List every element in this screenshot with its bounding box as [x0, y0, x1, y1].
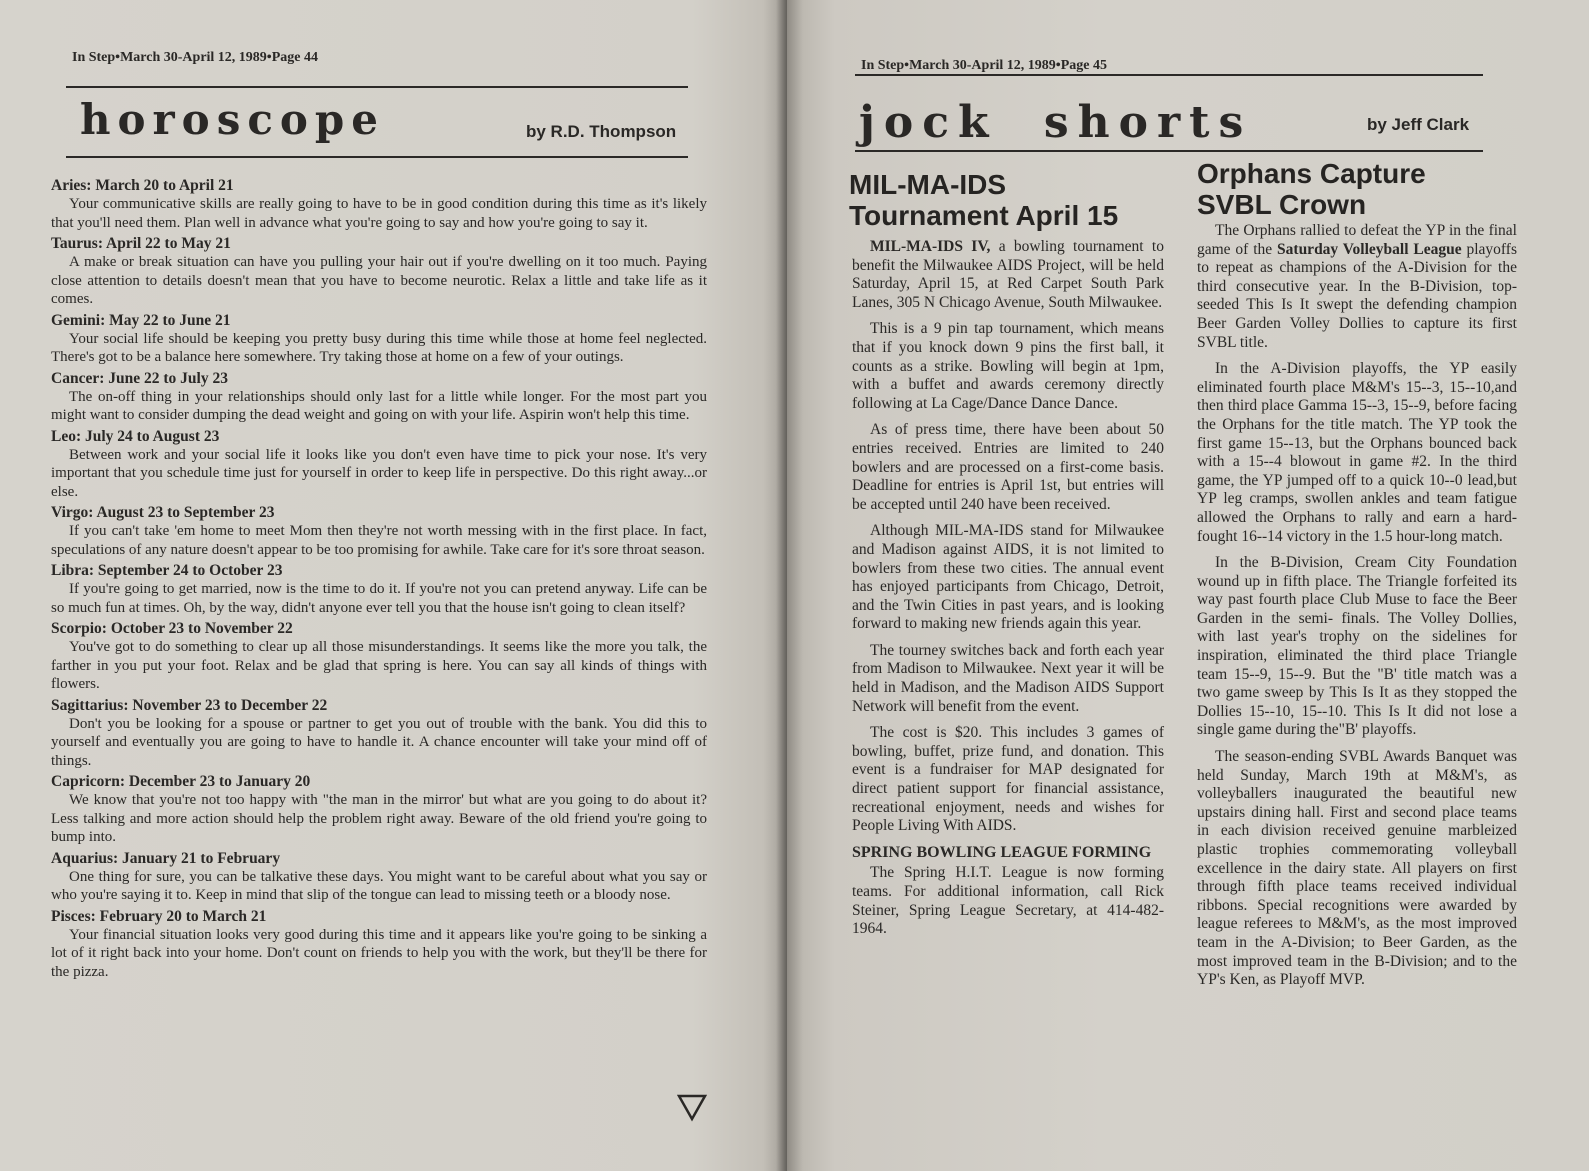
headline-line-2: Tournament April 15: [849, 199, 1119, 231]
masthead-bottom-rule: [855, 150, 1483, 152]
article1-headline: [849, 170, 1118, 232]
sign-text: Your financial situation looks very good during this time and it appears like you're going to be sinking a lot of it right back into your home. Don't count on friends to help you with the work, but they'll be there for the pizza.: [51, 926, 707, 980]
sign-heading: Leo: July 24 to August 23: [51, 427, 220, 445]
horoscope-entry: [51, 311, 707, 367]
sign-heading: Cancer: June 22 to July 23: [51, 369, 228, 387]
sign-heading: Libra: September 24 to October 23: [51, 562, 283, 579]
horoscope-entry: [51, 427, 707, 502]
sign-text: We know that you're not too happy with "the man in the mirror' but what are you going to do about it? Less talking and more action should help the problem right away. Beware of the old friend you're going to bump into.: [51, 792, 707, 845]
paragraph: The season-ending SVBL Awards Banquet was held Sunday, March 19th at M&M's, as volleyballers inaugurated the beautiful new upstairs dining hall. First and second place teams in each division received genuine marbleized plastic trophies commemorating volleyball excellence in the dairy state. All players on first through fifth place teams received individual ribbons. Special recognitions were awarded by league referees to M&M's, as the most improved team in the A-Division; to Beer Garden, as the most improved team in the B-Division; and to the YP's Ken, as Playoff MVP.: [1197, 748, 1517, 989]
horoscope-entry: [51, 176, 707, 232]
horoscope-entry: [51, 561, 707, 617]
sign-text: Your social life should be keeping you pretty busy during this time while those at home feel neglected. There's got to be a balance here somewhere. Try taking those at home on a few of your outings.: [51, 330, 707, 365]
horoscope-entry: [51, 907, 707, 982]
sign-text: You've got to do something to clear up all those misunderstandings. It seems like the more you talk, the farther in you put your foot. Relax and be glad that spring is here. You can say all kinds of things with flowers.: [51, 639, 707, 692]
paragraph: Although MIL-MA-IDS stand for Milwaukee and Madison against AIDS, it is not limited to bowlers from these two cities. The annual event has enjoyed participants from Chicago, Detroit, and the Twin Cities in past years, and is looking forward to making new friends again this year.: [852, 522, 1164, 633]
paragraph: The Spring H.I.T. League is now forming teams. For additional information, call Rick Steiner, Spring League Secretary, at 414-482- 1964.: [852, 864, 1164, 938]
paragraph: The Orphans rallied to defeat the YP in the final game of the Saturday Volleyball League playoffs to repeat as champions of the A-Division for the third consecutive year. In the B-Division, top-seeded This Is It swept the defending champion Beer Garden Volley Dollies to capture its first SVBL title.: [1197, 222, 1517, 351]
sign-heading: Virgo: August 23 to September 23: [51, 504, 275, 521]
running-head: In Step•March 30-April 12, 1989•Page 45: [861, 58, 1107, 73]
sign-heading: Sagittarius: November 23 to December 22: [51, 696, 328, 714]
sign-text: One thing for sure, you can be talkative these days. You might want to be careful about what you say or who you're saying it to. Keep in mind that slip of the tongue can lead to missing teeth or a bloody nose.: [51, 868, 707, 903]
right-page: [787, 0, 1589, 1171]
horoscope-entry: [51, 849, 707, 905]
sign-heading: Capricorn: December 23 to January 20: [51, 773, 311, 790]
sign-text: A make or break situation can have you pulling your hair out if you're dwelling on it too much. Paying close attention to details doesn't mean that you have to become neurotic. Relax a little and take life as it comes.: [51, 254, 707, 307]
subhead: SPRING BOWLING LEAGUE FORMING: [852, 843, 1152, 861]
jock-shorts-masthead: jock shorts: [859, 97, 1253, 148]
masthead-top-rule: [66, 86, 688, 88]
sign-heading: Taurus: April 22 to May 21: [51, 235, 231, 252]
paragraph: The tourney switches back and forth each year from Madison to Milwaukee. Next year it will be held in Madison, and the Madison AIDS Support Network will benefit from the event.: [852, 641, 1164, 715]
horoscope-entry: [51, 369, 707, 425]
byline: by Jeff Clark: [1367, 115, 1470, 134]
left-page: [0, 0, 787, 1171]
sign-text: If you can't take 'em home to meet Mom then they're not worth messing with in the first place. In fact, speculations of any nature doesn't appear to be too promising for awhile. Take care for it's sore throat season.: [51, 523, 707, 558]
byline: by R.D. Thompson: [526, 122, 677, 141]
running-head: In Step•March 30-April 12, 1989•Page 44: [72, 50, 318, 65]
paragraph: As of press time, there have been about 50 entries received. Entries are limited to 240 bowlers and are processed on a first-come basis. Deadline for entries is April 1st, but entries will be accepted until 240 have been received.: [852, 421, 1164, 513]
horoscope-entry: [51, 619, 707, 694]
sign-text: If you're going to get married, now is the time to do it. If you're not you can pretend anyway. Life can be so much fun at times. Oh, by the way, didn't anyone ever tell you that the house isn't going to clean itself?: [51, 581, 707, 616]
paragraph: In the A-Division playoffs, the YP easily eliminated fourth place M&M's 15--3, 15--10,and then third place Gamma 15--3, 15--9, before facing the Orphans for the title match. The YP took the first game 15--13, but the Orphans bounced back with a 15--4 blowout in game #2. In the third game, the YP jumped off to a quick 10--0 lead,but YP leg cramps, swollen ankles and team fatigue allowed the Orphans to rally and earn a hard-fought 16--14 victory in the 1.5 hour-long match.: [1197, 360, 1517, 545]
horoscope-entry: [51, 772, 707, 847]
sign-heading: Pisces: February 20 to March 21: [51, 907, 267, 925]
sign-heading: Aries: March 20 to April 21: [51, 177, 234, 194]
paragraph: In the B-Division, Cream City Foundation wound up in fifth place. The Triangle forfeited its way past fourth place Club Muse to face the Beer Garden in the semi- finals. The Volley Dollies, with last year's trophy on the sidelines for inspiration, eliminated the third place Triangle team 15--9, 15--9. But the "B' title match was a two game sweep by This Is It as they stopped the Dollies 15--10, 15--10. This Is It did not lose a single game during the"B' playoffs.: [1197, 554, 1517, 739]
sign-text: Don't you be looking for a spouse or partner to get you out of trouble with the bank. You did this to yourself and eventually you are going to have to handle it. A chance encounter will take your mind off of things.: [51, 715, 707, 769]
article1-body: [852, 238, 1164, 947]
headline-line-1: Orphans Capture: [1197, 158, 1426, 189]
horoscope-list: [51, 176, 707, 983]
paragraph: MIL-MA-IDS IV, a bowling tournament to benefit the Milwaukee AIDS Project, will be held Saturday, April 15, at Red Carpet South Park Lanes, 305 N Chicago Avenue, South Milwaukee.: [852, 238, 1164, 311]
sign-heading: Gemini: May 22 to June 21: [51, 311, 231, 329]
sign-heading: Aquarius: January 21 to February: [51, 849, 281, 867]
sign-heading: Scorpio: October 23 to November 22: [51, 620, 293, 637]
end-of-story-triangle-icon: [677, 1092, 707, 1122]
sign-text: The on-off thing in your relationships should only last for a little while longer. For the most part you might want to consider dumping the dead weight and going on with your life. Aspirin won't help this time.: [51, 388, 707, 423]
headline-line-2: SVBL Crown: [1197, 188, 1367, 220]
headline-line-1: MIL-MA-IDS: [849, 169, 1007, 200]
horoscope-entry: [51, 503, 707, 559]
horoscope-entry: [51, 696, 707, 771]
horoscope-masthead: horoscope: [80, 95, 386, 144]
sign-text: Between work and your social life it looks like you don't even have time to pick your nose. It's very important that you schedule time just for yourself in order to keep life in perspective. Do this right away...or else.: [51, 446, 707, 500]
masthead-bottom-rule: [66, 156, 688, 158]
article2-body: [1197, 222, 1517, 998]
paragraph: This is a 9 pin tap tournament, which means that if you knock down 9 pins the first ball, it counts as a strike. Bowling will begin at 1pm, with a buffet and awards ceremony directly following at La Cage/Dance Dance Dance.: [852, 320, 1164, 412]
sign-text: Your communicative skills are really going to have to be in good condition during this time as it's likely that you'll need them. Plan well in advance what you're going to say and how you're going to say it.: [51, 196, 707, 231]
masthead-top-rule: [855, 74, 1483, 76]
paragraph: The cost is $20. This includes 3 games of bowling, buffet, prize fund, and donation. This event is a fundraiser for MAP designated for direct patient support for financial assistance, recreational enjoyment, needs and wishes for People Living With AIDS.: [852, 724, 1164, 835]
horoscope-entry: [51, 234, 707, 309]
article2-headline: [1197, 159, 1426, 221]
